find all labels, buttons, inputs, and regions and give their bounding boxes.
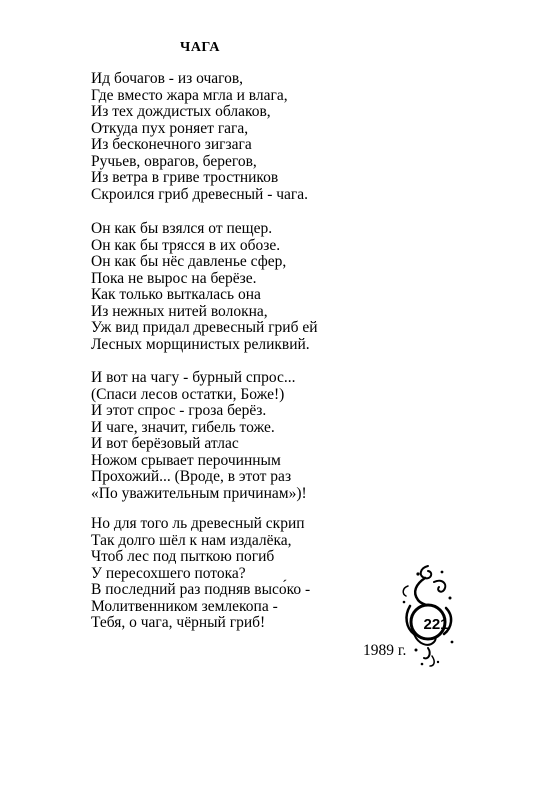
poem-line: Как только выткалась она [91, 286, 261, 303]
stanza-2 [91, 221, 318, 353]
poem-line: Из нежных нитей волокна, [91, 302, 268, 320]
poem-line: Из ветра в гриве тростников [91, 169, 279, 186]
poem-date: 1989 г. [363, 642, 407, 659]
poem-line: «По уважительным причинам»)! [91, 484, 307, 502]
poem-line: Пока не вырос на берёзе. [91, 269, 257, 287]
page-number: 221 [423, 616, 449, 633]
poem-line: И вот берёзовый атлас [91, 435, 239, 452]
poem-line: Тебя, о чага, чёрный гриб! [91, 614, 266, 631]
poem-line: Ид бочагов - из очагов, [91, 70, 244, 87]
poem-line: Из бесконечного зигзага [91, 136, 252, 153]
poem-line: Молитвенником землекопа - [91, 597, 278, 615]
poem-line: Из тех дождистых облаков, [91, 103, 271, 120]
stanza-1 [91, 71, 308, 203]
poem-line: Он как бы трясся в их обозе. [91, 236, 281, 254]
stanza-4 [91, 516, 310, 632]
poem-line: И этот спрос - гроза берёз. [91, 402, 267, 419]
poem-line: И чаге, значит, гибель тоже. [91, 418, 275, 436]
poem-line: Чтоб лес под пыткою погиб [91, 548, 275, 565]
poem-line: Прохожий... (Вроде, в этот раз [91, 468, 292, 485]
poem-line: (Спаси лесов остатки, Боже!) [91, 385, 285, 403]
poem-title: ЧАГА [180, 40, 220, 55]
poem-line: Ручьев, оврагов, берегов, [91, 152, 257, 170]
poem-line: Где вместо жара мгла и влага, [91, 86, 288, 104]
poem-line: И вот на чагу - бурный спрос... [91, 369, 296, 386]
poem-line: Уж вид придал древесный гриб ей [91, 319, 318, 336]
poem-line: Ножом срывает перочинным [91, 451, 281, 469]
poem-line: У пересохшего потока? [91, 564, 246, 582]
poem-line: Скроился гриб древесный - чага. [91, 185, 309, 203]
poem-line: Так долго шёл к нам издалёка, [91, 531, 292, 549]
poem-line: Откуда пух роняет гага, [91, 119, 249, 137]
poem-line: В последний раз подняв высо́ко - [91, 581, 311, 598]
poem-line: Но для того ль древесный скрип [91, 515, 305, 532]
poem-line: Он как бы взялся от пещер. [91, 220, 273, 237]
poem-line: Он как бы нёс давленье сфер, [91, 253, 287, 270]
poem-line: Лесных морщинистых реликвий. [91, 335, 310, 353]
stanza-3 [91, 370, 307, 502]
